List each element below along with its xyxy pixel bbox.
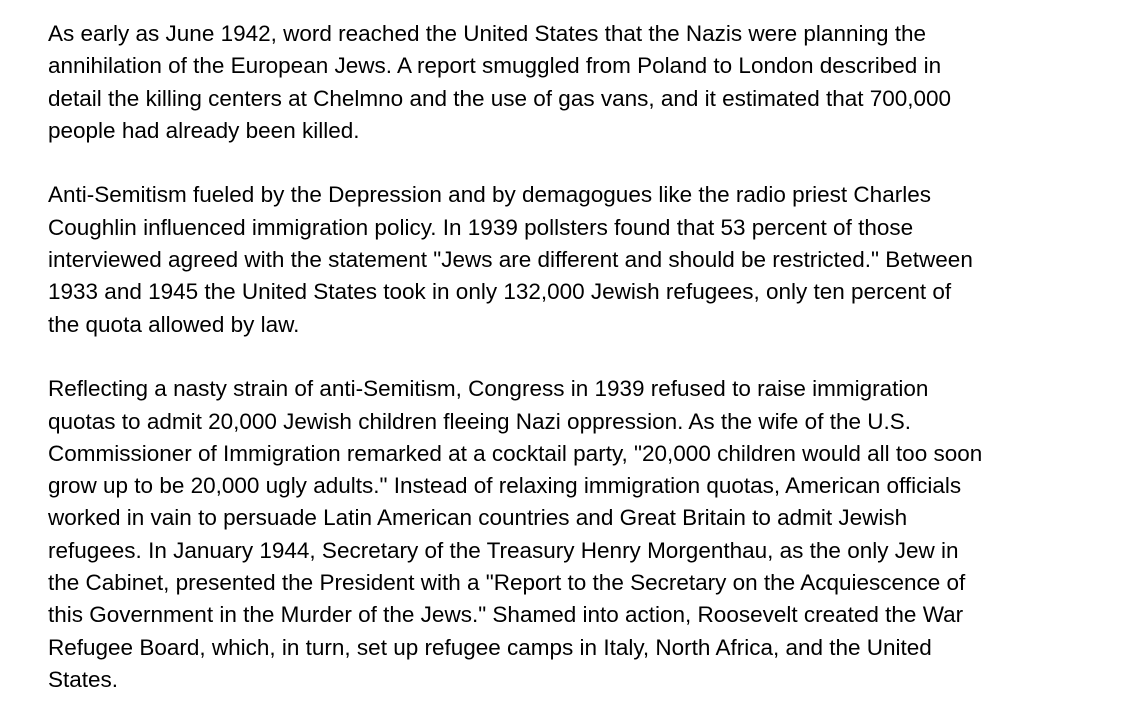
text-line: grow up to be 20,000 ugly adults." Instead of relaxing immigration quotas, American officials (48, 473, 962, 499)
text-line: annihilation of the European Jews. A report smuggled from Poland to London described in (48, 53, 942, 79)
paragraph-3 (48, 373, 1108, 696)
text-line: As early as June 1942, word reached the United States that the Nazis were planning the (48, 21, 927, 46)
text-line: the quota allowed by law. (48, 311, 300, 337)
text-line: detail the killing centers at Chelmno and the use of gas vans, and it estimated that 700,000 (48, 85, 952, 111)
text-line: refugees. In January 1944, Secretary of the Treasury Henry Morgenthau, as the only Jew in (48, 537, 959, 563)
paragraph-1 (48, 18, 1108, 147)
text-line: Commissioner of Immigration remarked at a cocktail party, "20,000 children would all too soon (48, 440, 983, 466)
text-line: worked in vain to persuade Latin American countries and Great Britain to admit Jewish (48, 505, 908, 531)
text-line: States. (48, 666, 119, 692)
text-line: people had already been killed. (48, 117, 360, 143)
text-line: this Government in the Murder of the Jews." Shamed into action, Roosevelt created the War (48, 602, 964, 628)
text-line: 1933 and 1945 the United States took in only 132,000 Jewish refugees, only ten percent of (48, 279, 952, 305)
paragraph-2 (48, 179, 1108, 340)
text-line: Coughlin influenced immigration policy. In 1939 pollsters found that 53 percent of those (48, 214, 914, 240)
text-line: the Cabinet, presented the President with a "Report to the Secretary on the Acquiescence of (48, 570, 966, 596)
text-line: Reflecting a nasty strain of anti-Semitism, Congress in 1939 refused to raise immigration (48, 376, 929, 402)
text-line: Refugee Board, which, in turn, set up refugee camps in Italy, North Africa, and the United (48, 634, 932, 660)
document-body (48, 18, 1108, 696)
text-line: Anti-Semitism fueled by the Depression and by demagogues like the radio priest Charles (48, 182, 931, 208)
text-line: interviewed agreed with the statement "Jews are different and should be restricted." Between (48, 247, 973, 273)
text-line: quotas to admit 20,000 Jewish children fleeing Nazi oppression. As the wife of the U.S. (48, 408, 911, 434)
